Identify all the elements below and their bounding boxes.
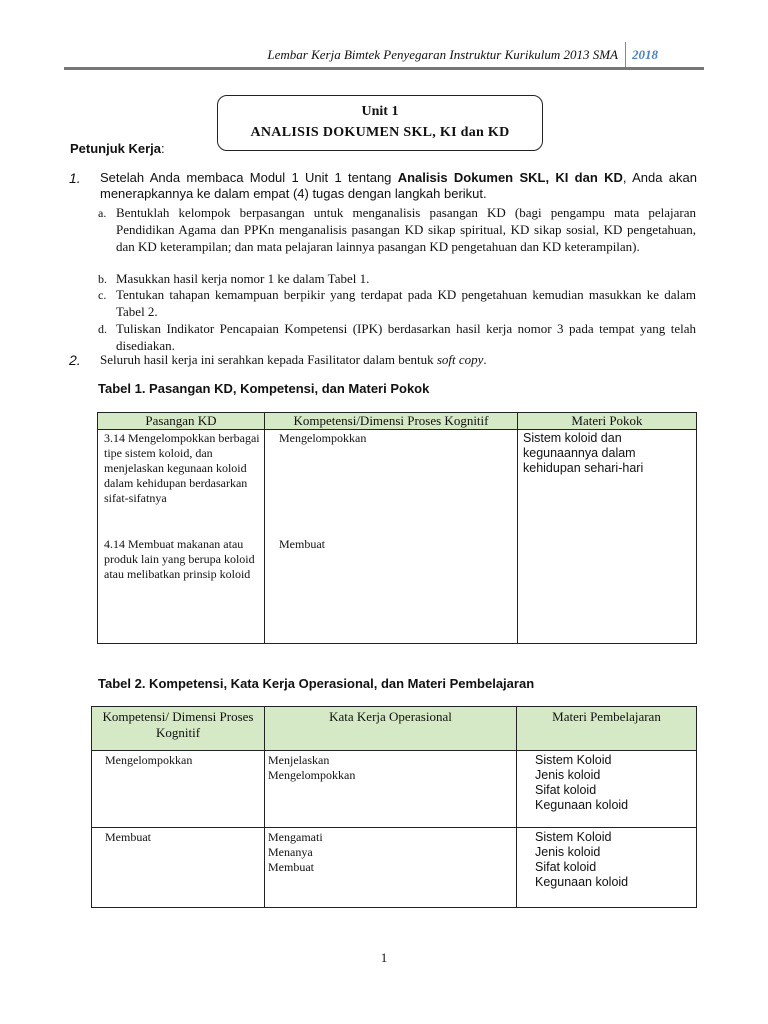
sub-item-a-text: Bentuklah kelompok berpasangan untuk menganalisis pasangan KD (bagi pengampu mata pelajaran Pendidikan Agama dan PPKn menganalisis pasangan KD sikap spiritual, KD sikap sosial, KD pengetahuan, dan KD keterampilan; dan mata pelajaran lainnya pasangan KD pengetahuan dan KD keterampilan). bbox=[116, 205, 696, 254]
table-1-header-kd: Pasangan KD bbox=[98, 413, 265, 430]
list-item: Menjelaskan bbox=[268, 753, 330, 767]
table-2-row1-materi bbox=[517, 751, 697, 828]
header-divider bbox=[625, 42, 626, 70]
header-rule bbox=[64, 67, 704, 70]
table-1-cell-kompetensi bbox=[265, 430, 518, 644]
table-1-caption: Tabel 1. Pasangan KD, Kompetensi, dan Materi Pokok bbox=[98, 381, 430, 396]
kompetensi-2: Membuat bbox=[279, 537, 325, 551]
table-2-row2-materi bbox=[517, 828, 697, 908]
list-item: Jenis koloid bbox=[535, 845, 601, 859]
sub-item-b-text: Masukkan hasil kerja nomor 1 ke dalam Tabel 1. bbox=[116, 271, 370, 286]
list-item: Sifat koloid bbox=[535, 860, 597, 874]
table-2-row2-kko bbox=[265, 828, 517, 908]
materi-pokok: Sistem koloid dan kegunaannya dalam kehidupan sehari-hari bbox=[523, 431, 644, 475]
item-2-text: Seluruh hasil kerja ini serahkan kepada Fasilitator dalam bentuk soft copy. bbox=[100, 352, 487, 367]
table-2-row2-kompetensi: Membuat bbox=[92, 828, 265, 908]
unit-title-box bbox=[217, 95, 543, 151]
unit-number: Unit 1 bbox=[361, 104, 399, 119]
sub-item-b-letter: b. bbox=[98, 272, 107, 286]
kompetensi-1: Mengelompokkan bbox=[279, 431, 367, 445]
sub-item-c-text: Tentukan tahapan kemampuan berpikir yang terdapat pada KD pengetahuan kemudian masukkan ke dalam Tabel 2. bbox=[116, 287, 696, 319]
table-row bbox=[92, 751, 697, 828]
table-1-header-kompetensi: Kompetensi/Dimensi Proses Kognitif bbox=[265, 413, 518, 430]
list-item: Jenis koloid bbox=[535, 768, 601, 782]
item-2-number: 2. bbox=[69, 352, 81, 368]
list-item: Kegunaan koloid bbox=[535, 798, 629, 812]
sub-item-a-letter: a. bbox=[98, 206, 107, 220]
table-row bbox=[98, 430, 697, 644]
table-2-row1-kompetensi: Mengelompokkan bbox=[92, 751, 265, 828]
running-header-year: 2018 bbox=[632, 47, 658, 62]
table-row bbox=[92, 828, 697, 908]
table-1-header-materi: Materi Pokok bbox=[518, 413, 697, 430]
kd-4-14: 4.14 Membuat makanan atau produk lain yang berupa koloid atau melibatkan prinsip koloid bbox=[104, 537, 255, 581]
table-row bbox=[92, 707, 697, 751]
table-2-row1-kko bbox=[265, 751, 517, 828]
list-item: Menanya bbox=[268, 845, 313, 859]
table-2-header-kko: Kata Kerja Operasional bbox=[265, 707, 517, 751]
unit-title: ANALISIS DOKUMEN SKL, KI dan KD bbox=[250, 125, 510, 140]
table-2-header-kompetensi: Kompetensi/ Dimensi Proses Kognitif bbox=[92, 707, 265, 751]
list-item: Mengamati bbox=[268, 830, 323, 844]
sub-item-d-letter: d. bbox=[98, 322, 107, 336]
table-2 bbox=[91, 706, 697, 908]
table-1 bbox=[97, 412, 697, 644]
instructions-heading: Petunjuk Kerja: bbox=[70, 141, 165, 156]
sub-item-c-letter: c. bbox=[98, 288, 107, 302]
list-item: Mengelompokkan bbox=[268, 768, 356, 782]
table-2-header-materi: Materi Pembelajaran bbox=[517, 707, 697, 751]
list-item: Sistem Koloid bbox=[535, 753, 612, 767]
kd-3-14: 3.14 Mengelompokkan berbagai tipe sistem koloid, dan menjelaskan kegunaan koloid dalam kehidupan berdasarkan sifat-sifatnya bbox=[104, 431, 260, 505]
list-item: Sistem Koloid bbox=[535, 830, 612, 844]
table-1-cell-kd bbox=[98, 430, 265, 644]
item-1-text: Setelah Anda membaca Modul 1 Unit 1 tentang Analisis Dokumen SKL, KI dan KD, Anda akan menerapkannya ke dalam empat (4) tugas dengan langkah berikut. bbox=[100, 170, 697, 201]
running-header-title: Lembar Kerja Bimtek Penyegaran Instruktur Kurikulum 2013 SMA bbox=[267, 47, 618, 62]
list-item: Sifat koloid bbox=[535, 783, 597, 797]
sub-item-d-text: Tuliskan Indikator Pencapaian Kompetensi (IPK) berdasarkan hasil kerja nomor 3 pada tempat yang telah disediakan. bbox=[116, 321, 696, 353]
table-1-cell-materi bbox=[518, 430, 697, 644]
item-1-number: 1. bbox=[69, 170, 81, 186]
page-number: 1 bbox=[380, 950, 388, 965]
list-item: Membuat bbox=[268, 860, 314, 874]
table-2-caption: Tabel 2. Kompetensi, Kata Kerja Operasional, dan Materi Pembelajaran bbox=[98, 676, 535, 691]
table-row bbox=[98, 413, 697, 430]
list-item: Kegunaan koloid bbox=[535, 875, 629, 889]
